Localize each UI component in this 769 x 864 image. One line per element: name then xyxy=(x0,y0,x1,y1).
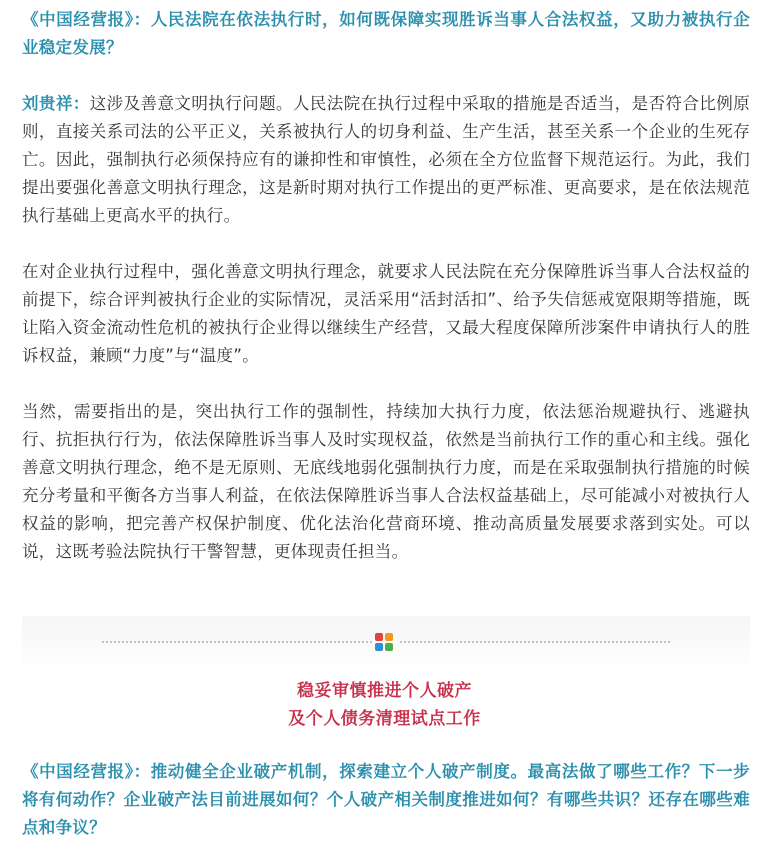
answer-1-text: 这涉及善意文明执行问题。人民法院在执行过程中采取的措施是否适当，是否符合比例原则，直接关系司法的公平正义，关系被执行人的切身利益、生产生活，甚至关系一个企业的生死存亡。因此，强制执行必须保持应有的谦抑性和审慎性，必须在全方位监督下规范运行。为此，我们提出要强化善意文明执行理念，这是新时期对执行工作提出的更严标准、更高要求，是在依法规范执行基础上更高水平的执行。 xyxy=(22,94,750,225)
divider-line-left xyxy=(102,641,372,643)
four-petal-flower-icon xyxy=(374,632,394,652)
interview-question-1 xyxy=(22,6,750,62)
question-1-text: 《中国经营报》：人民法院在依法执行时，如何既保障实现胜诉当事人合法权益，又助力被执行企业稳定发展？ xyxy=(22,10,750,57)
answer-paragraph-2 xyxy=(22,258,750,370)
answer-3-text: 当然，需要指出的是，突出执行工作的强制性，持续加大执行力度，依法惩治规避执行、逃避执行、抗拒执行行为，依法保障胜诉当事人及时实现权益，依然是当前执行工作的重心和主线。强化善意文明执行理念，绝不是无原则、无底线地弱化强制执行力度，而是在采取强制执行措施的时候充分考量和平衡各方当事人利益，在依法保障胜诉当事人合法权益基础上，尽可能减小对被执行人权益的影响，把完善产权保护制度、优化法治化营商环境、推动高质量发展要求落到实处。可以说，这既考验法院执行干警智慧，更体现责任担当。 xyxy=(22,402,750,561)
section-divider xyxy=(22,616,750,672)
question-2-text: 《中国经营报》：推动健全企业破产机制，探索建立个人破产制度。最高法做了哪些工作？下一步将有何动作？企业破产法目前进展如何？个人破产相关制度推进如何？有哪些共识？还存在哪些难点和争议？ xyxy=(22,762,750,837)
answer-paragraph-1 xyxy=(22,90,750,230)
section-heading-line-1: 稳妥审慎推进个人破产 xyxy=(297,681,472,701)
divider-line-right xyxy=(400,641,670,643)
answer-paragraph-3 xyxy=(22,398,750,566)
answer-2-text: 在对企业执行过程中，强化善意文明执行理念，就要求人民法院在充分保障胜诉当事人合法权益的前提下，综合评判被执行企业的实际情况，灵活采用“活封活扣”、给予失信惩戒宽限期等措施，既让陷入资金流动性危机的被执行企业得以继续生产经营，又最大程度保障所涉案件申请执行人的胜诉权益，兼顾“力度”与“温度”。 xyxy=(22,262,750,365)
speaker-name: 刘贵祥： xyxy=(22,94,90,113)
interview-question-2 xyxy=(22,758,750,842)
section-heading-line-2: 及个人债务清理试点工作 xyxy=(288,709,481,729)
